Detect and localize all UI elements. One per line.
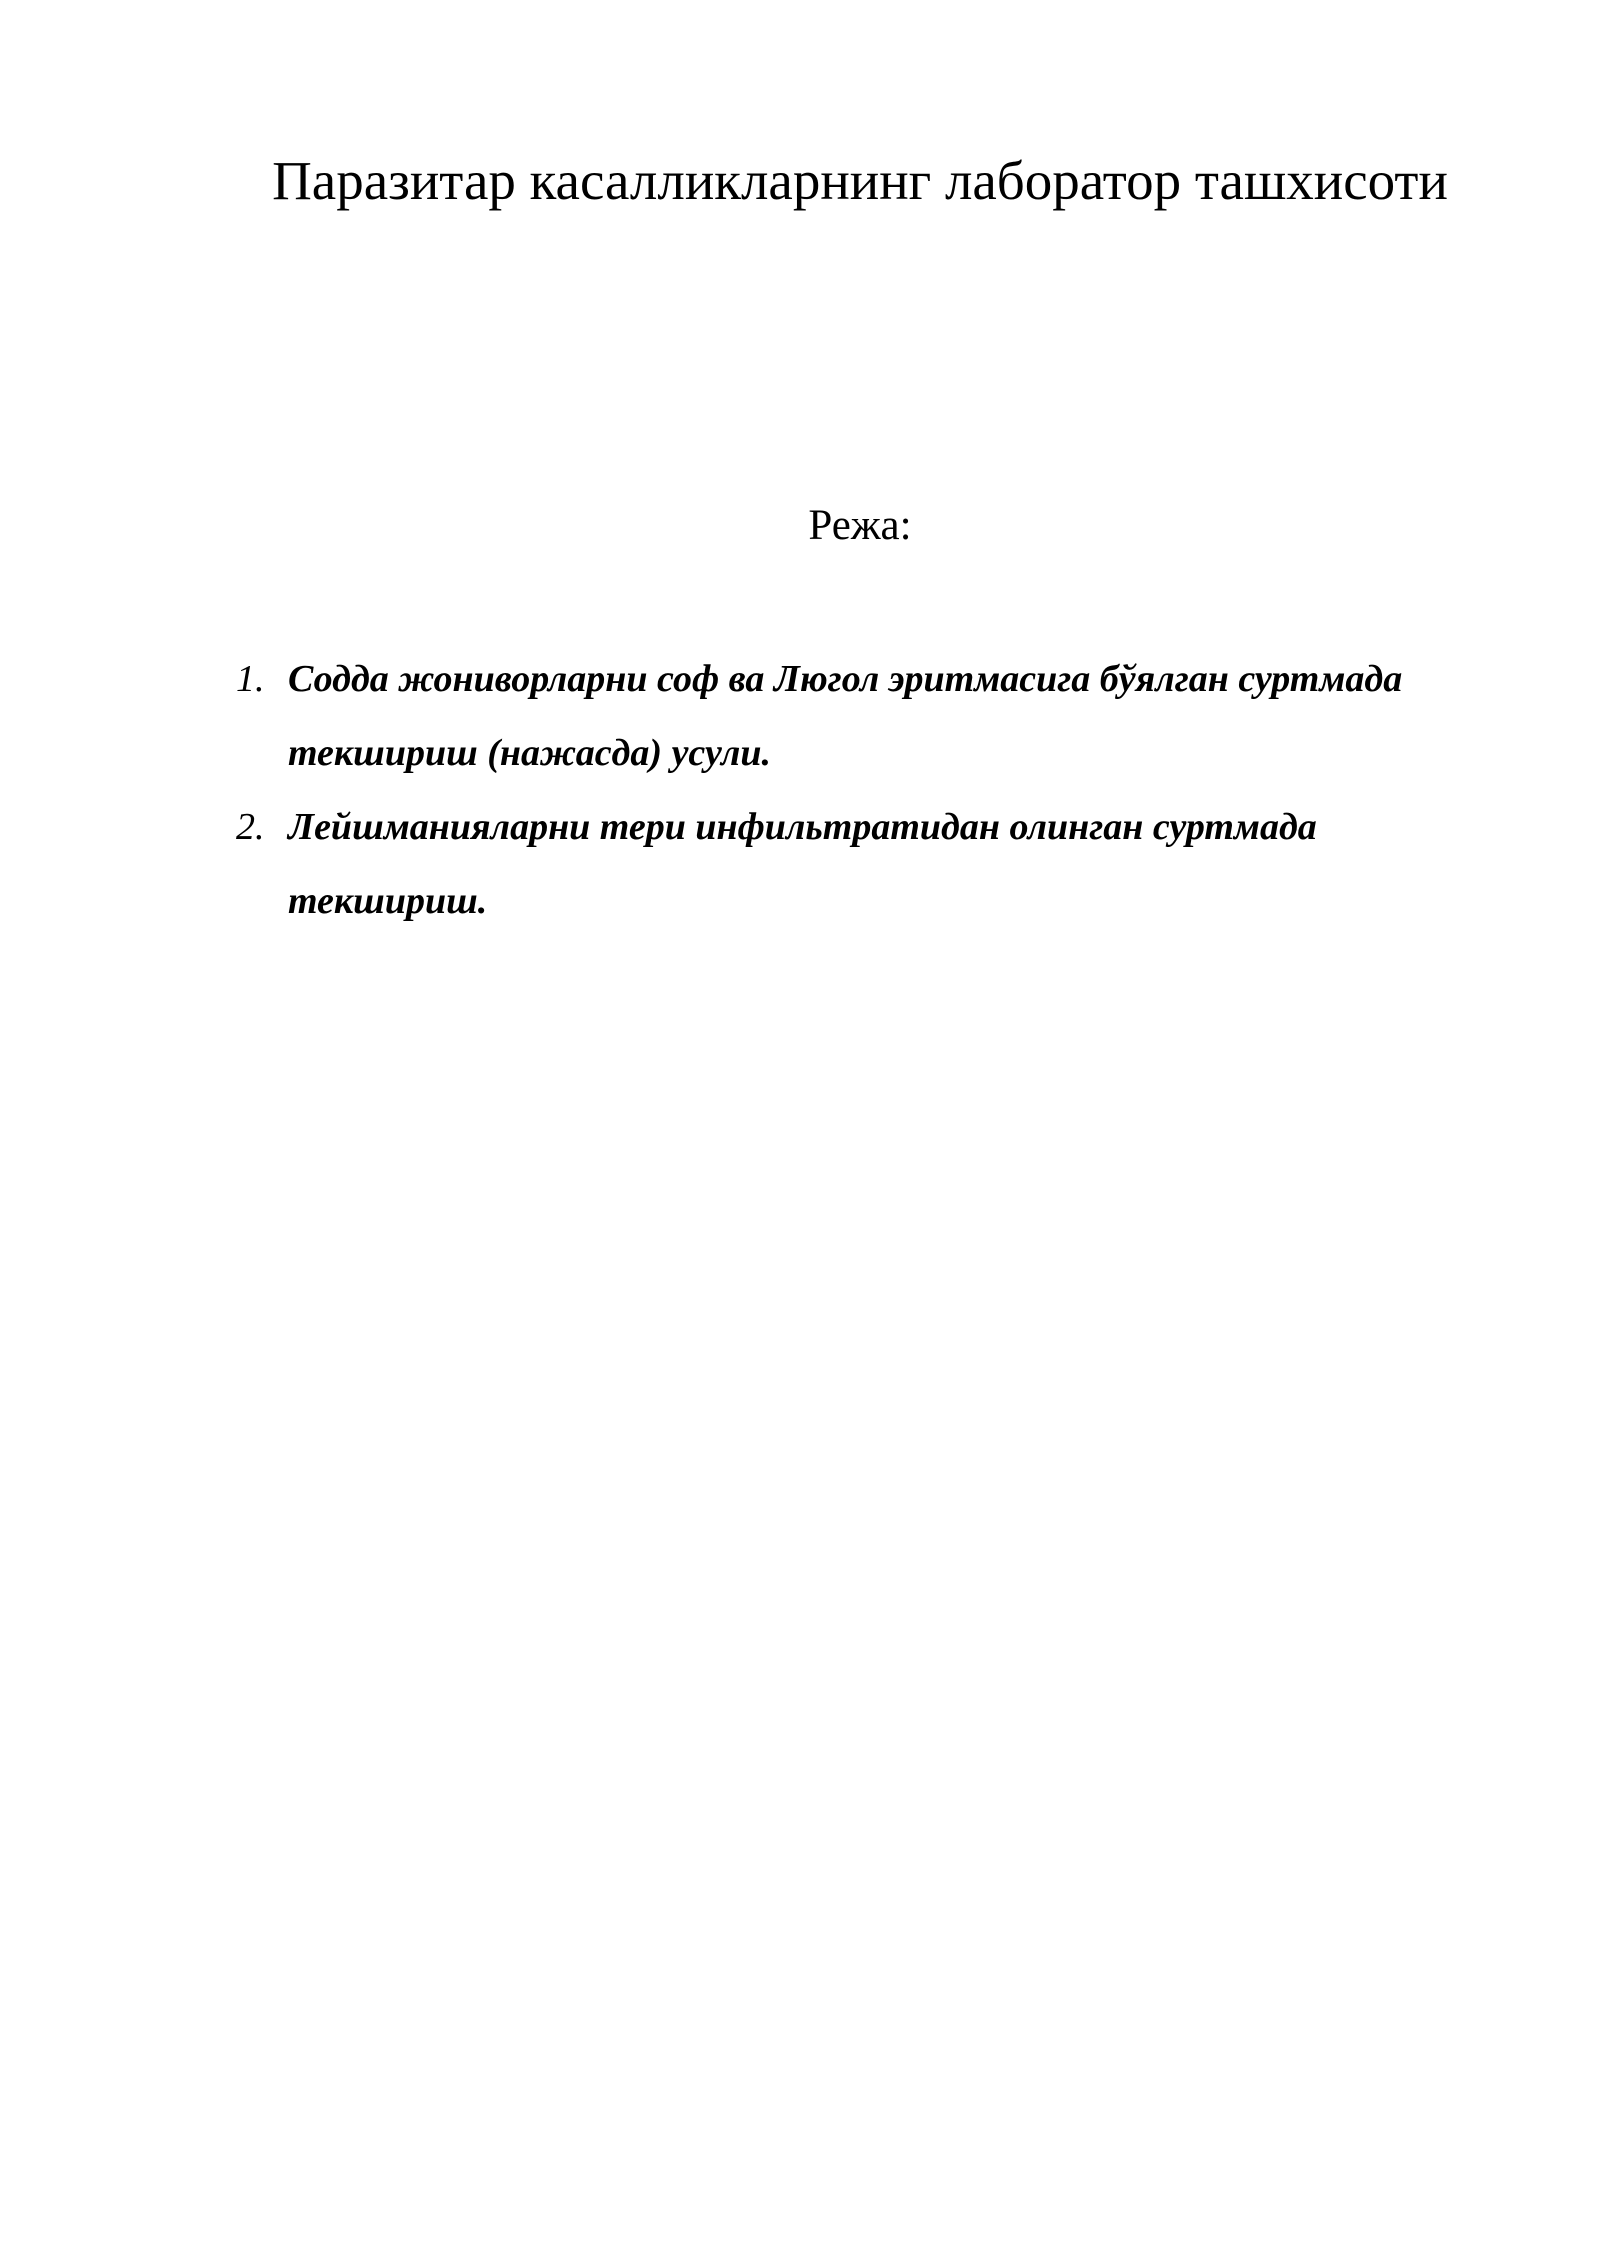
plan-heading: Режа: <box>808 502 912 549</box>
plan-item <box>236 790 1466 938</box>
plan-item-text: Содда жониворларни соф ва Люгол эритмасига бўялган суртмада текшириш (нажасда) усули. <box>288 658 1403 774</box>
plan-item-number: 1. <box>236 658 265 700</box>
plan-item <box>236 642 1466 790</box>
plan-item-number: 2. <box>236 806 265 848</box>
plan-list <box>236 642 1466 938</box>
document-title: Паразитар касалликларнинг лаборатор ташхисоти <box>272 150 1448 211</box>
plan-item-text: Лейшманияларни тери инфильтратидан олинган суртмада текшириш. <box>288 806 1317 922</box>
